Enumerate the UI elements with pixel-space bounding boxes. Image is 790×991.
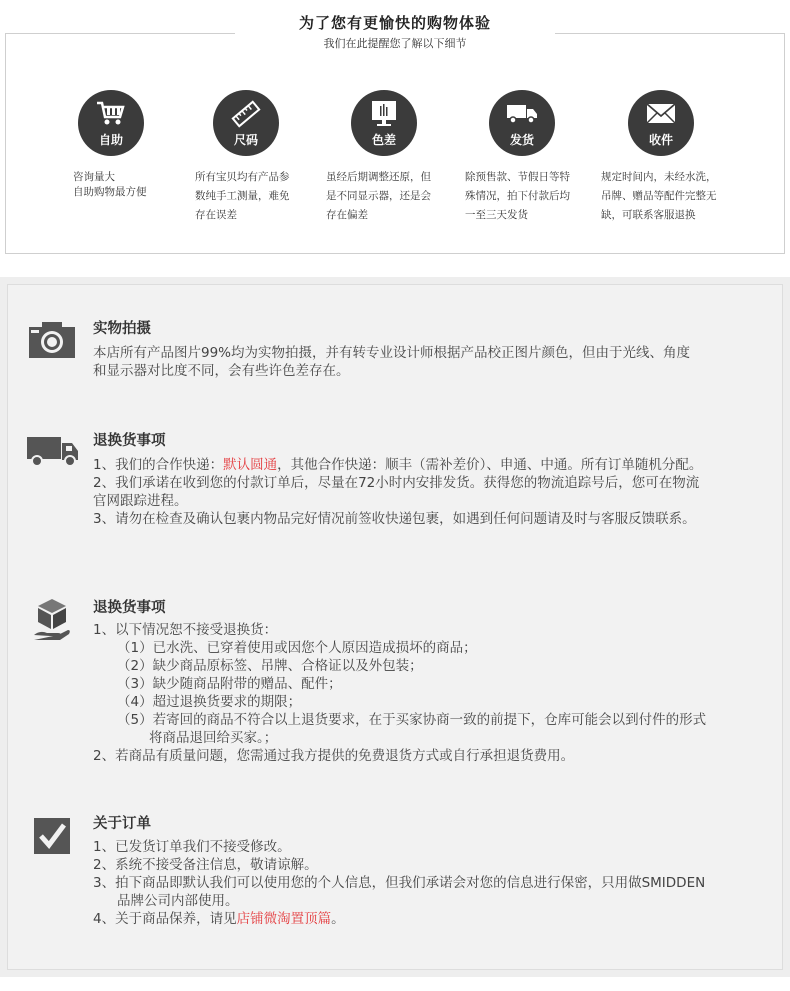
list-item: （2）缺少商品原标签、吊牌、合格证以及外包装； — [117, 658, 423, 674]
section-body-returns: 1、以下情况恕不接受退换货： （1）已水洗、已穿着使用或因您个人原因造成损坏的商品； （2）缺少商品原标签、吊牌、合格证以及外包装； （3）缺少随商品附带的赠品、配件； （4）超过退换货要求的期限； （5）若寄回的商品不符合以上退货要求，在于买家协商一致的前提下，仓库可能会以到付件的形式 将商品退回给买家。； 2、若商品有质量问题，您需通过我方提供的免费退货方式或自行承担退货费用。 — [93, 622, 707, 764]
truck-icon — [506, 98, 538, 130]
monitor-icon — [368, 98, 400, 130]
policy-panel — [0, 277, 790, 977]
camera-icon — [28, 321, 76, 359]
feature-label: 收件 — [648, 133, 673, 147]
ruler-icon — [230, 98, 262, 130]
feature-color: 色差 虽经后期调整还原，但 是不同显示器，还是会 存在偏差 — [351, 90, 481, 156]
section-title-orders: 关于订单 — [93, 816, 151, 832]
section-body-shipping: 1、我们的合作快递：默认圆通，其他合作快递：顺丰（需补差价）、申通、中通。所有订单随机分配。 2、我们承诺在收到您的付款订单后，尽量在72小时内安排发货。获得您的物流追踪号后，您可在物流 官网跟踪进程。 3、请勿在检查及确认包裹内物品完好情况前签收快递包裹，如遇到任何问题请及时与客服反馈联系。 — [93, 457, 703, 527]
cart-icon — [95, 98, 127, 130]
list-item: （1）已水洗、已穿着使用或因您个人原因造成损坏的商品； — [117, 640, 477, 656]
list-item: （4）超过退换货要求的期限； — [117, 694, 302, 710]
section-title-photo: 实物拍摄 — [93, 321, 151, 337]
feature-delivery: 发货 除预售款、节假日等特 殊情况，拍下付款后均 一至三天发货 — [489, 90, 619, 156]
feature-receipt: 收件 规定时间内，未经水洗， 吊牌、赠品等配件完整无 缺，可联系客服退换 — [628, 90, 758, 156]
feature-label: 发货 — [509, 133, 534, 147]
store-weitao-link[interactable]: 店铺微淘置顶篇 — [236, 911, 332, 927]
list-item: （3）缺少随商品附带的赠品、配件； — [117, 676, 342, 692]
page-subtitle: 我们在此提醒您了解以下细节 — [323, 37, 467, 50]
page-title: 为了您有更愉快的购物体验 — [298, 14, 491, 32]
section-body-orders: 1、已发货订单我们不接受修改。 2、系统不接受备注信息，敬请谅解。 3、拍下商品即默认我们可以使用您的个人信息，但我们承诺会对您的信息进行保密，只用做SMIDDEN 品牌公司内部使用。 4、关于商品保养，请见店铺微淘置顶篇。 — [93, 839, 706, 927]
section-title-returns: 退换货事项 — [93, 600, 166, 616]
feature-size: 尺码 所有宝贝均有产品参 数纯手工测量，难免 存在误差 — [213, 90, 343, 156]
feature-label: 自助 — [98, 133, 123, 147]
feature-label: 尺码 — [233, 133, 258, 147]
section-body-photo: 本店所有产品图片99%均为实物拍摄，并有转专业设计师根据产品校正图片颜色，但由于光线、角度 和显示器对比度不同，会有些许色差存在。 — [93, 345, 691, 379]
feature-label: 色差 — [371, 133, 396, 147]
mail-icon — [645, 98, 677, 130]
section-title-shipping: 退换货事项 — [93, 433, 166, 449]
feature-self-service: 自助 咨询量大 自助购物最方便 — [78, 90, 208, 156]
package-hand-icon — [32, 597, 72, 641]
list-item: （5）若寄回的商品不符合以上退货要求，在于买家协商一致的前提下，仓库可能会以到付件的形式 — [117, 712, 707, 728]
default-courier: 默认圆通 — [223, 457, 278, 473]
truck-icon — [26, 435, 80, 469]
checkbox-icon — [33, 817, 71, 855]
